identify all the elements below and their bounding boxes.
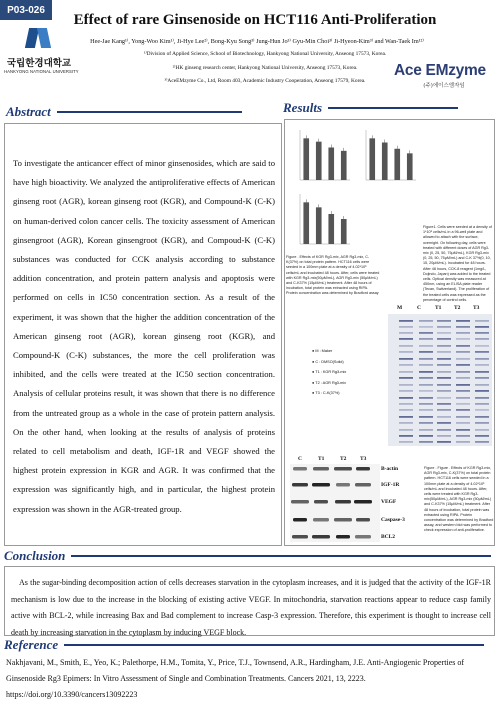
gel-band <box>419 332 433 334</box>
gel-band <box>456 351 470 353</box>
gel-band <box>437 422 451 424</box>
gel-band <box>399 371 413 373</box>
gel-band <box>399 332 413 334</box>
poster-id: P03-026 <box>0 0 52 20</box>
gel-band <box>419 358 433 360</box>
heading-divider <box>328 107 458 109</box>
gel-band <box>456 345 470 347</box>
blot-band <box>336 483 350 487</box>
figure2-caption: Figure . Effects of KGR Rg3-mix, AGR Rg3-mix, C-K(37%) on total protein pattern. HCT116 cells were seeded in a 100mm plate at a density of 4.02*10⁵ cells/mL and incubated 48 hours. After, cells were treated with KGR Rg3-mix(50μM/mL), AGR Rg3-mix (50μM/mL) and C-K37% (15μM/mL) treatment. After 48 hours of incubation, total protein was extracted using RIPA. Protein concentration was determined by Bradford assay <box>286 255 380 296</box>
bar <box>341 151 347 180</box>
gel-band <box>456 371 470 373</box>
gel-band <box>437 332 451 334</box>
lane-label: T2 <box>454 305 461 311</box>
gel-band <box>437 345 451 347</box>
gel-band <box>475 429 489 431</box>
blot-band <box>356 518 370 522</box>
gel-band <box>437 371 451 373</box>
gel-band <box>475 351 489 353</box>
blot-band <box>356 467 370 471</box>
legend-item: ● T1 : KGR Rg3-mix <box>312 370 347 374</box>
gel-band <box>437 358 451 360</box>
author-list: Hee-Jae Kang¹⁾, Yong-Woo Kim¹⁾, Ji-Hye Lee²⁾, Bong-Kyu Song³⁾ Jung-Hun Jo³⁾ Gyu-Min Choi³⁾ Ji-Hyeon-Kim³⁾ and Wan-Taek Im¹²⁾ <box>90 38 424 45</box>
blot-band <box>292 483 308 487</box>
gel-band <box>475 364 489 366</box>
university-logo <box>4 26 79 74</box>
affiliation-1: ¹⁾Division of Applied Science, School of Biotechnology, Hankyong National University, Anseong 17573, Korea. <box>143 51 387 57</box>
university-name-kr: 국립한경대학교 <box>6 58 72 69</box>
bar <box>328 214 334 244</box>
gel-band <box>475 377 489 379</box>
gel-band <box>456 338 470 340</box>
gel-band <box>399 358 413 360</box>
gel-band <box>419 338 433 340</box>
gel-band <box>456 364 470 366</box>
blot-band <box>336 535 350 539</box>
lane-label: T3 <box>473 305 480 311</box>
gel-band <box>399 429 413 431</box>
gel-band <box>437 429 451 431</box>
blot-band <box>293 467 307 471</box>
affiliation-2: ²⁾HK ginseng research center, Hankyong National University, Anseong 17573, Korea. <box>172 65 358 71</box>
protein-label: IGF-1R <box>381 482 400 488</box>
gel-band <box>456 435 470 437</box>
reference-text: Nakhjavani, M., Smith, E., Yeo, K.; Palethorpe, H.M., Tomita, Y., Price, T.J., Townsend, A.R., Hardingham, J.E. Anti-Angiogenic Properties of Ginsenoside Rg3 Epimers: In Vitro Assessment of Single and Combination Treatments. Cancers 2021, 13, 2223. https://doi.org/10.3390/cancers13092223 <box>6 658 465 699</box>
bar <box>407 153 413 180</box>
bar <box>394 149 400 180</box>
protein-label: B-actin <box>381 466 399 472</box>
gel-band <box>475 338 489 340</box>
gel-band <box>399 351 413 353</box>
gel-band <box>475 320 489 322</box>
gel-band <box>399 422 413 424</box>
gel-band <box>437 351 451 353</box>
lane-legend <box>312 346 382 399</box>
protein-label: VEGF <box>381 499 397 505</box>
affiliation-3: ³⁾AceEMzyme Co., Ltd, Room 403, Academic Industry Cooperation, Anseong 17579, Korea. <box>164 78 366 84</box>
legend-item: ● M : Maker <box>312 349 333 353</box>
gel-band <box>419 429 433 431</box>
blot-band <box>312 483 330 487</box>
gel-band <box>437 384 451 386</box>
gel-band <box>475 403 489 405</box>
western-blot-image <box>290 464 380 542</box>
company-name: Ace EMzyme <box>394 62 486 79</box>
gel-band <box>456 326 470 328</box>
legend-item: ● C : DMSO(Solid) <box>312 359 344 364</box>
gel-band <box>456 397 470 399</box>
lane-label: T3 <box>360 456 367 462</box>
conclusion-heading <box>4 548 494 564</box>
blot-band <box>335 500 351 504</box>
bar <box>382 143 388 181</box>
legend-item: ● T2 : AGR Rg3-mix <box>312 380 347 385</box>
gel-band <box>475 326 489 328</box>
company-logo <box>394 62 494 89</box>
gel-band <box>419 441 433 443</box>
gel-band <box>456 416 470 418</box>
gel-band <box>456 403 470 405</box>
chart-agr-viability <box>292 124 354 186</box>
reference-heading <box>4 637 494 653</box>
gel-band <box>437 377 451 379</box>
lane-label: T1 <box>318 456 325 462</box>
gel-band <box>419 377 433 379</box>
lane-label: C <box>417 305 421 311</box>
gel-band <box>437 326 451 328</box>
gel-band <box>456 409 470 411</box>
gel-band <box>419 384 433 386</box>
sds-page-gel-image <box>388 314 492 446</box>
gel-band <box>419 326 433 328</box>
bar <box>369 138 375 180</box>
gel-band <box>399 441 413 443</box>
blot-band <box>313 518 329 522</box>
gel-band <box>419 390 433 392</box>
gel-band <box>419 422 433 424</box>
blot-band <box>292 535 308 539</box>
gel-band <box>475 422 489 424</box>
gel-band <box>456 422 470 424</box>
bar <box>303 138 309 180</box>
bar <box>341 219 347 244</box>
blot-band <box>334 467 352 471</box>
abstract-heading-text: Abstract <box>6 104 51 119</box>
gel-band <box>399 403 413 405</box>
gel-band <box>475 397 489 399</box>
blot-band <box>355 483 371 487</box>
gel-band <box>399 416 413 418</box>
bar <box>316 142 322 180</box>
conclusion-heading-text: Conclusion <box>4 548 66 563</box>
gel-band <box>456 377 470 379</box>
lane-label: T1 <box>435 305 442 311</box>
gel-band <box>399 384 413 386</box>
gel-band <box>399 409 413 411</box>
gel-band <box>399 397 413 399</box>
abstract-heading <box>6 104 276 120</box>
gel-band <box>419 345 433 347</box>
gel-band <box>399 377 413 379</box>
legend-item: ● T3 : C-K(37%) <box>312 391 340 395</box>
blot-band <box>334 518 352 522</box>
gel-band <box>475 371 489 373</box>
blot-band <box>354 500 372 504</box>
abstract-text: To investigate the anticancer effect of minor ginsenosides, which are said to have high bioactivity. We analyzed the antiproliferative effects of American ginseng root (AGR), korean ginseng root (KGR), and Compound-K (C-K) on human-derived colon cancer cells. The toxicity assessment of American ginsengroot (AGR), Korean ginsengroot (KGR), and Compoud-K (C-K) substances was conducted for CCK analysis according to substance addition concentration, and protein pattern analysis and apoptosis were performed on cells in IC50 concentration section. As a result of the experiment, it was shown that the higher the addition concentration of the American ginseng root (AGR), korean ginseng root (KGR), and Compound-K (C-K) substances, the more the cell proliferation was inhibited, and the cells were treated at the IC50 section concentration. Analysis of cellular proteins result, it was shown that there is no difference from the untreated group as a whole in the case of protein pattern analysis. On the other hand, when looking at the results of analysis of proteins related to cell metabolism and death, IGF-1R and VEGF showed the highest protein expression in KGR and AGR. It was confirmed that the expression was significantly high, and in particular, the highest protein expression was shown in the AGR-treated group. <box>13 158 275 514</box>
gel-band <box>437 338 451 340</box>
gel-band <box>399 390 413 392</box>
gel-band <box>437 435 451 437</box>
heading-divider <box>64 644 484 646</box>
gel-band <box>475 345 489 347</box>
gel-band <box>475 435 489 437</box>
gel-band <box>437 409 451 411</box>
gel-band <box>419 416 433 418</box>
gel-band <box>399 326 413 328</box>
heading-divider <box>57 111 242 113</box>
lane-label: M <box>397 305 403 311</box>
gel-band <box>419 351 433 353</box>
gel-band <box>475 416 489 418</box>
reference-heading-text: Reference <box>4 637 59 652</box>
gel-band <box>419 403 433 405</box>
gel-band <box>437 364 451 366</box>
protein-label: Caspase-3 <box>381 517 405 523</box>
poster-title: Effect of rare Ginsenoside on HCT116 Anti-Proliferation <box>73 12 437 28</box>
gel-band <box>399 345 413 347</box>
gel-band <box>456 358 470 360</box>
gel-band <box>419 371 433 373</box>
lane-label: C <box>298 456 302 462</box>
gel-band <box>456 441 470 443</box>
gel-band <box>437 403 451 405</box>
blot-band <box>355 535 371 539</box>
gel-band <box>437 397 451 399</box>
chart-kgr-viability <box>358 124 420 186</box>
results-heading-text: Results <box>283 100 323 115</box>
gel-band <box>456 390 470 392</box>
gel-band <box>419 409 433 411</box>
gel-band <box>399 338 413 340</box>
gel-band <box>399 364 413 366</box>
bar <box>316 207 322 244</box>
heading-divider <box>71 555 491 557</box>
gel-band <box>437 390 451 392</box>
figure3-caption: Figure . Figure . Effects of KGR Rg3-mix, AGR Rg3-mix, C-K(37%) on total protein pattern. HCT116 cells were seeded in a 100mm plate at a density of 4.02*10⁵ cells/mL and incubated 48 hours. After, cells were treated with KGR Rg3-mix(50μM/mL), AGR Rg3-mix (50μM/mL) and C-K37% (15μM/mL) treatment. After 48 hours of incubation, total protein was extracted using RIPA. Protein concentration was determined by Bradford assay, and western blot was performed to check expression of anti-proliferative. <box>424 466 494 533</box>
gel-band <box>475 441 489 443</box>
blot-band <box>314 500 328 504</box>
results-heading <box>283 100 493 116</box>
gel-band <box>399 320 413 322</box>
gel-band <box>419 397 433 399</box>
blot-band <box>312 535 330 539</box>
gel-band <box>456 429 470 431</box>
figure1-caption: Figure1. Cells were seeded at a density of 1*10⁵ cells/mL in a 96-well plate and allowed to attach with the surface, overnight. On following day, cells were treated with different doses of AGR Rg3-mix (0, 25, 50, 75μM/mL), KGR Rg3-mix (0, 25, 50, 75μM/mL) and C-K 37%(0, 10, 15, 20μM/mL). Incubated for 48 hours. After 48 hours, CCK-8 reagent (1mg/L, Dojindo, Japan) was added to the treated cells. Optical density was measured at 450nm, using an ELISA plate reader (Tecan, Switzerland). The proliferation of the treated cells was expressed as the percentage of control cells. <box>423 225 492 302</box>
gel-band <box>475 332 489 334</box>
gel-band <box>399 435 413 437</box>
gel-band <box>437 416 451 418</box>
university-emblem-icon <box>24 26 54 52</box>
gel-band <box>419 320 433 322</box>
bar <box>328 148 334 181</box>
company-name-kr: (주)에이스엠자임 <box>423 83 465 89</box>
gel-band <box>437 441 451 443</box>
gel-band <box>456 384 470 386</box>
gel-band <box>475 384 489 386</box>
blot-band <box>293 518 307 522</box>
university-name-en: HANKYONG NATIONAL UNIVERSITY <box>4 69 79 74</box>
gel-band <box>456 332 470 334</box>
chart-ck-viability <box>292 188 354 250</box>
gel-band <box>419 435 433 437</box>
conclusion-text: As the sugar-binding decomposition action of cells decreases starvation in the cytoplasm increases, and it is judged that the activity of the IGF-1R mechanism is low due to the increase in the blocking of existing active VEGF. In mitochondria, starvation reactions appear to reduce casp family active with BCL-2, while increasing Bax and Bad complement to increase Casp-3 expression. Therefore, this experiment is thought to increase cell death by increasing starvation in the cytoplasm by inducing VEGF block. <box>11 578 491 637</box>
bar <box>303 202 309 244</box>
gel-band <box>475 409 489 411</box>
gel-band <box>456 320 470 322</box>
blot-band <box>313 467 329 471</box>
gel-band <box>419 364 433 366</box>
gel-band <box>475 358 489 360</box>
gel-band <box>437 320 451 322</box>
protein-label: BCL2 <box>381 534 396 540</box>
gel-band <box>475 390 489 392</box>
lane-label: T2 <box>340 456 347 462</box>
blot-band <box>291 500 309 504</box>
